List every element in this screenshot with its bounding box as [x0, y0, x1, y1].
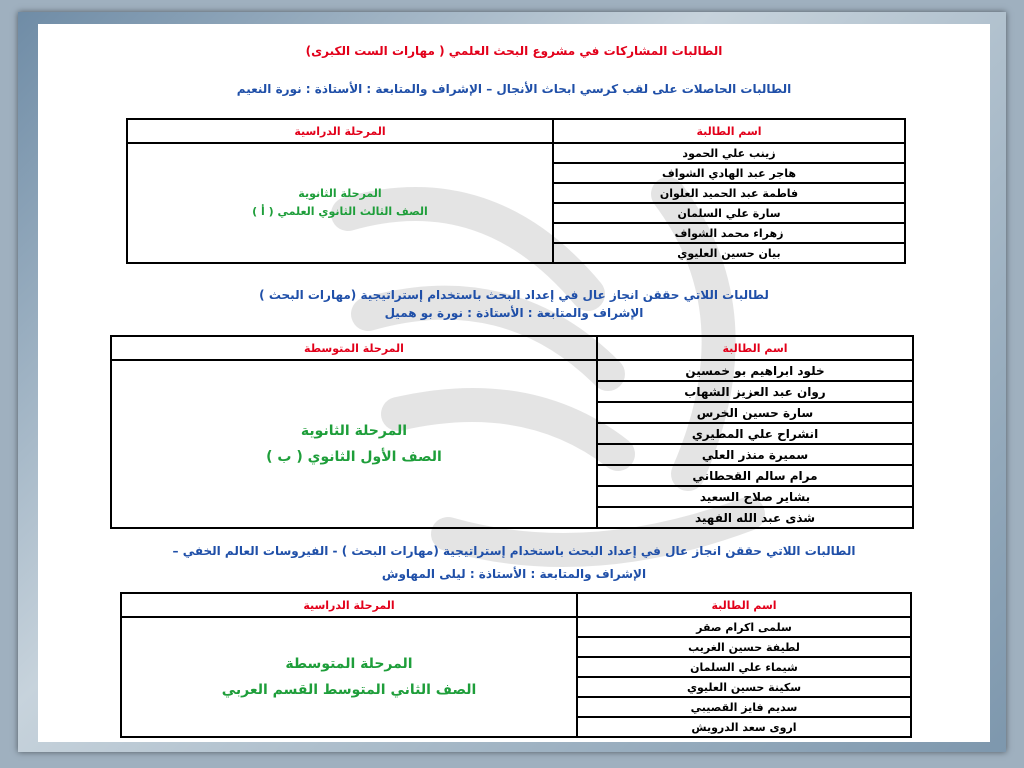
section3-col-name: اسم الطالبة	[577, 593, 911, 617]
table-row: هاجر عبد الهادي الشواف	[553, 163, 905, 183]
table-row: اروى سعد الدرويش	[577, 717, 911, 737]
table-row: سميرة منذر العلي	[597, 444, 913, 465]
table-row: شيماء علي السلمان	[577, 657, 911, 677]
table-row: خلود ابراهيم بو خمسين	[597, 360, 913, 381]
table-row: روان عبد العزيز الشهاب	[597, 381, 913, 402]
table-row: زهراء محمد الشواف	[553, 223, 905, 243]
section2-table	[110, 335, 914, 529]
slide-page	[38, 24, 990, 742]
section1-col-name: اسم الطالبة	[553, 119, 905, 143]
section3-table	[120, 592, 912, 738]
section3-col-stage: المرحلة الدراسية	[121, 593, 577, 617]
table-row: سكينة حسين العليوي	[577, 677, 911, 697]
section3-heading-line2: الإشراف والمتابعة : الأستاذة : ليلى المهاوش	[381, 567, 647, 581]
section2-col-name: اسم الطالبة	[597, 336, 913, 360]
section1-table	[126, 118, 906, 264]
section2-heading-line2: الإشراف والمتابعة : الأستاذة : نورة بو هميل	[384, 306, 644, 320]
table-row: انشراح علي المطيري	[597, 423, 913, 444]
section2-stage-line2: الصف الأول الثانوي ( ب )	[266, 449, 442, 465]
section1-heading: الطالبات الحاصلات على لقب كرسي ابحاث الأنجال – الإشراف والمتابعة : الأستاذة : نورة النعيم	[236, 82, 792, 96]
section1-stage-cell	[127, 143, 553, 263]
table-row: زينب علي الحمود	[553, 143, 905, 163]
table-row: سديم فايز القصيبي	[577, 697, 911, 717]
table-row: لطيفة حسين الغريب	[577, 637, 911, 657]
section3-heading-line1: الطالبات اللاتي حققن انجاز عال في إعداد البحث باستخدام إستراتيجية (مهارات البحث ) - الفيروسات العالم الخفي –	[172, 544, 856, 558]
page-title: الطالبات المشاركات في مشروع البحث العلمي ( مهارات الست الكبرى)	[305, 44, 723, 58]
section2-heading-line1: لطالبات اللاتي حققن انجاز عال في إعداد البحث باستخدام إستراتيجية (مهارات البحث )	[259, 288, 769, 302]
section2-col-stage: المرحلة المتوسطة	[111, 336, 597, 360]
table-row: فاطمة عبد الحميد العلوان	[553, 183, 905, 203]
table-row: سارة علي السلمان	[553, 203, 905, 223]
table-row: بشاير صلاح السعيد	[597, 486, 913, 507]
section3-stage-cell	[121, 617, 577, 737]
section3-stage-line1: المرحلة المتوسطة	[285, 656, 413, 672]
table-row: سلمى اكرام صقر	[577, 617, 911, 637]
section3-stage-line2: الصف الثاني المتوسط القسم العربي	[221, 682, 477, 698]
section2-stage-cell	[111, 360, 597, 528]
section1-col-stage: المرحلة الدراسية	[127, 119, 553, 143]
table-row: شذى عبد الله الفهيد	[597, 507, 913, 528]
section1-stage-line1: المرحلة الثانوية	[298, 187, 382, 200]
table-row: مرام سالم القحطاني	[597, 465, 913, 486]
table-row: بيان حسين العليوي	[553, 243, 905, 263]
section1-stage-line2: الصف الثالث الثانوي العلمي ( أ )	[252, 205, 428, 218]
table-row: سارة حسين الخرس	[597, 402, 913, 423]
section2-stage-line1: المرحلة الثانوية	[300, 423, 408, 439]
